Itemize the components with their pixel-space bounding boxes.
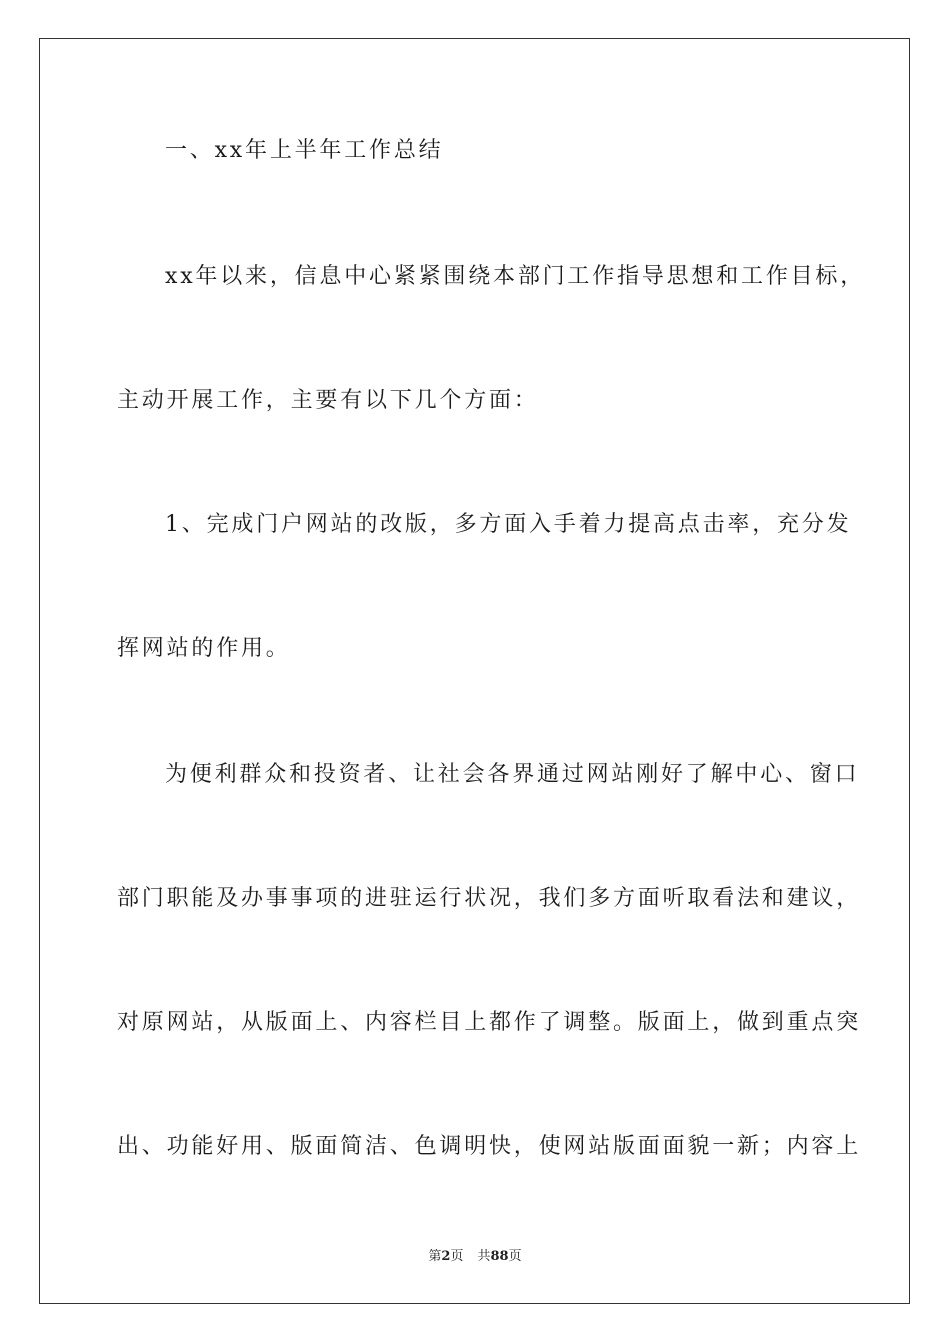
page-prefix: 第 [428,1249,442,1264]
paragraph-line: 出、功能好用、版面简洁、色调明快，使网站版面面貌一新；内容上 [117,1134,862,1159]
paragraph-line: 主动开展工作，主要有以下几个方面： [117,388,539,413]
section-heading: 一、xx年上半年工作总结 [165,138,444,163]
page-footer [0,1248,950,1266]
total-pages: 88 [490,1249,509,1264]
total-prefix: 共 [477,1249,491,1264]
paragraph-line: 为便利群众和投资者、让社会各界通过网站刚好了解中心、窗口 [165,762,860,787]
page-number: 2 [441,1249,451,1264]
paragraph-line: 挥网站的作用。 [117,636,291,661]
paragraph-line: 对原网站，从版面上、内容栏目上都作了调整。版面上，做到重点突 [117,1010,862,1035]
paragraph-line: 1、完成门户网站的改版，多方面入手着力提高点击率，充分发 [165,512,852,537]
paragraph-line: 部门职能及办事事项的进驻运行状况，我们多方面听取看法和建议， [117,886,862,911]
page-border [39,38,910,1304]
total-suffix: 页 [508,1249,522,1264]
paragraph-line: xx年以来，信息中心紧紧围绕本部门工作指导思想和工作目标， [165,264,866,289]
page-suffix: 页 [450,1249,464,1264]
